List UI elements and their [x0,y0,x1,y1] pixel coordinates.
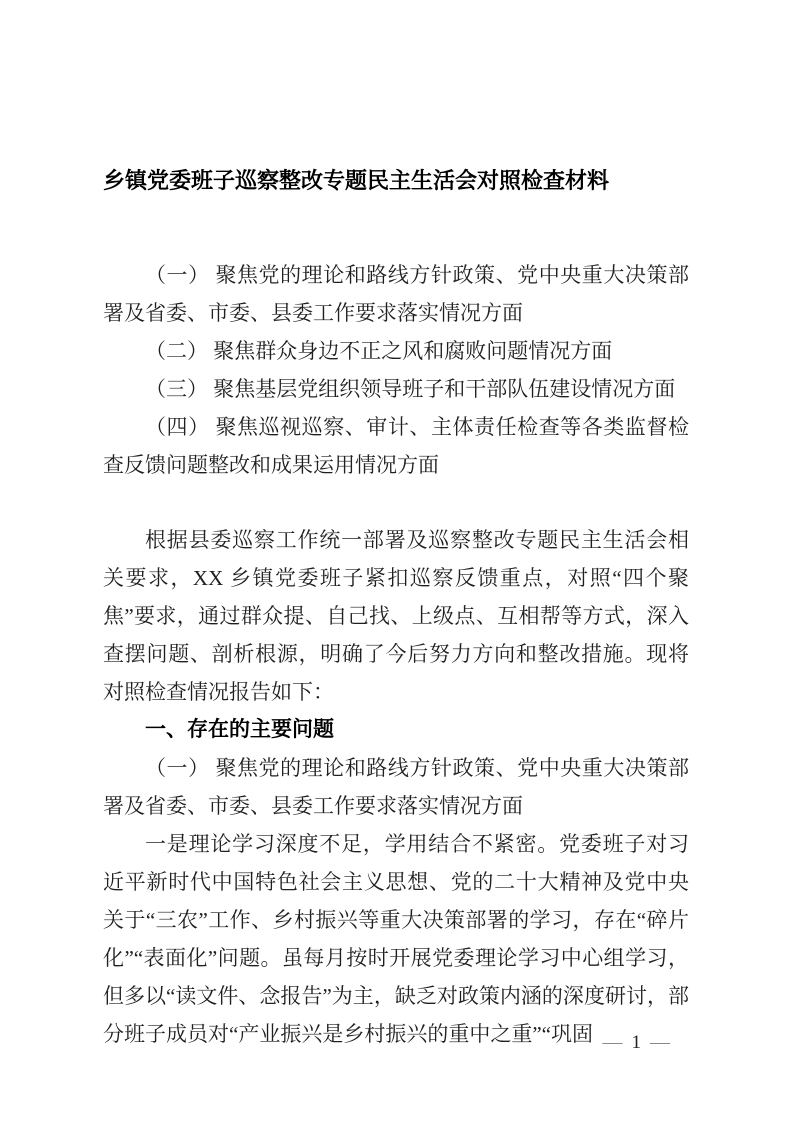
page-number [603,1031,671,1054]
page-number-dash-left: — [602,1031,623,1053]
section-1-paragraph: 一是理论学习深度不足，学用结合不紧密。党委班子对习近平新时代中国特色社会主义思想、党的二十大精神及党中央关于“三农”工作、乡村振兴等重大决策部署的学习，存在“碎片化”“表面化”问题。虽每月按时开展党委理论学习中心组学习，但多以“读文件、念报告”为主，缺乏对政策内涵的深度研讨，部分班子成员对“产业振兴是乡村振兴的重中之重”“巩固 [103,832,689,1046]
page-number-dash-right: — [650,1031,670,1053]
document-body [103,167,689,1053]
subsection-1-heading: （一） 聚焦党的理论和路线方针政策、党中央重大决策部署及省委、市委、县委工作要求落实情况方面 [103,756,689,818]
intro-paragraph: 根据县委巡察工作统一部署及巡察整改专题民主生活会相关要求，XX 乡镇党委班子紧扣巡察反馈重点，对照“四个聚焦”要求，通过群众提、自己找、上级点、互相帮等方式，深入查摆问题、剖析根源，明确了今后努力方向和整改措施。现将对照检查情况报告如下： [103,528,689,704]
focus-item-4: （四） 聚焦巡视巡察、审计、主体责任检查等各类监督检查反馈问题整改和成果运用情况方面 [103,415,689,477]
focus-items-list [103,256,689,484]
focus-item-3: （三） 聚焦基层党组织领导班子和干部队伍建设情况方面 [145,377,676,401]
document-title: 乡镇党委班子巡察整改专题民主生活会对照检查材料 [103,168,610,193]
focus-item-2: （二） 聚焦群众身边不正之风和腐败问题情况方面 [145,339,613,363]
section-1-heading: 一、存在的主要问题 [145,718,334,741]
page-number-value: 1 [631,1032,641,1053]
focus-item-1: （一） 聚焦党的理论和路线方针政策、党中央重大决策部署及省委、市委、县委工作要求落实情况方面 [103,263,689,325]
